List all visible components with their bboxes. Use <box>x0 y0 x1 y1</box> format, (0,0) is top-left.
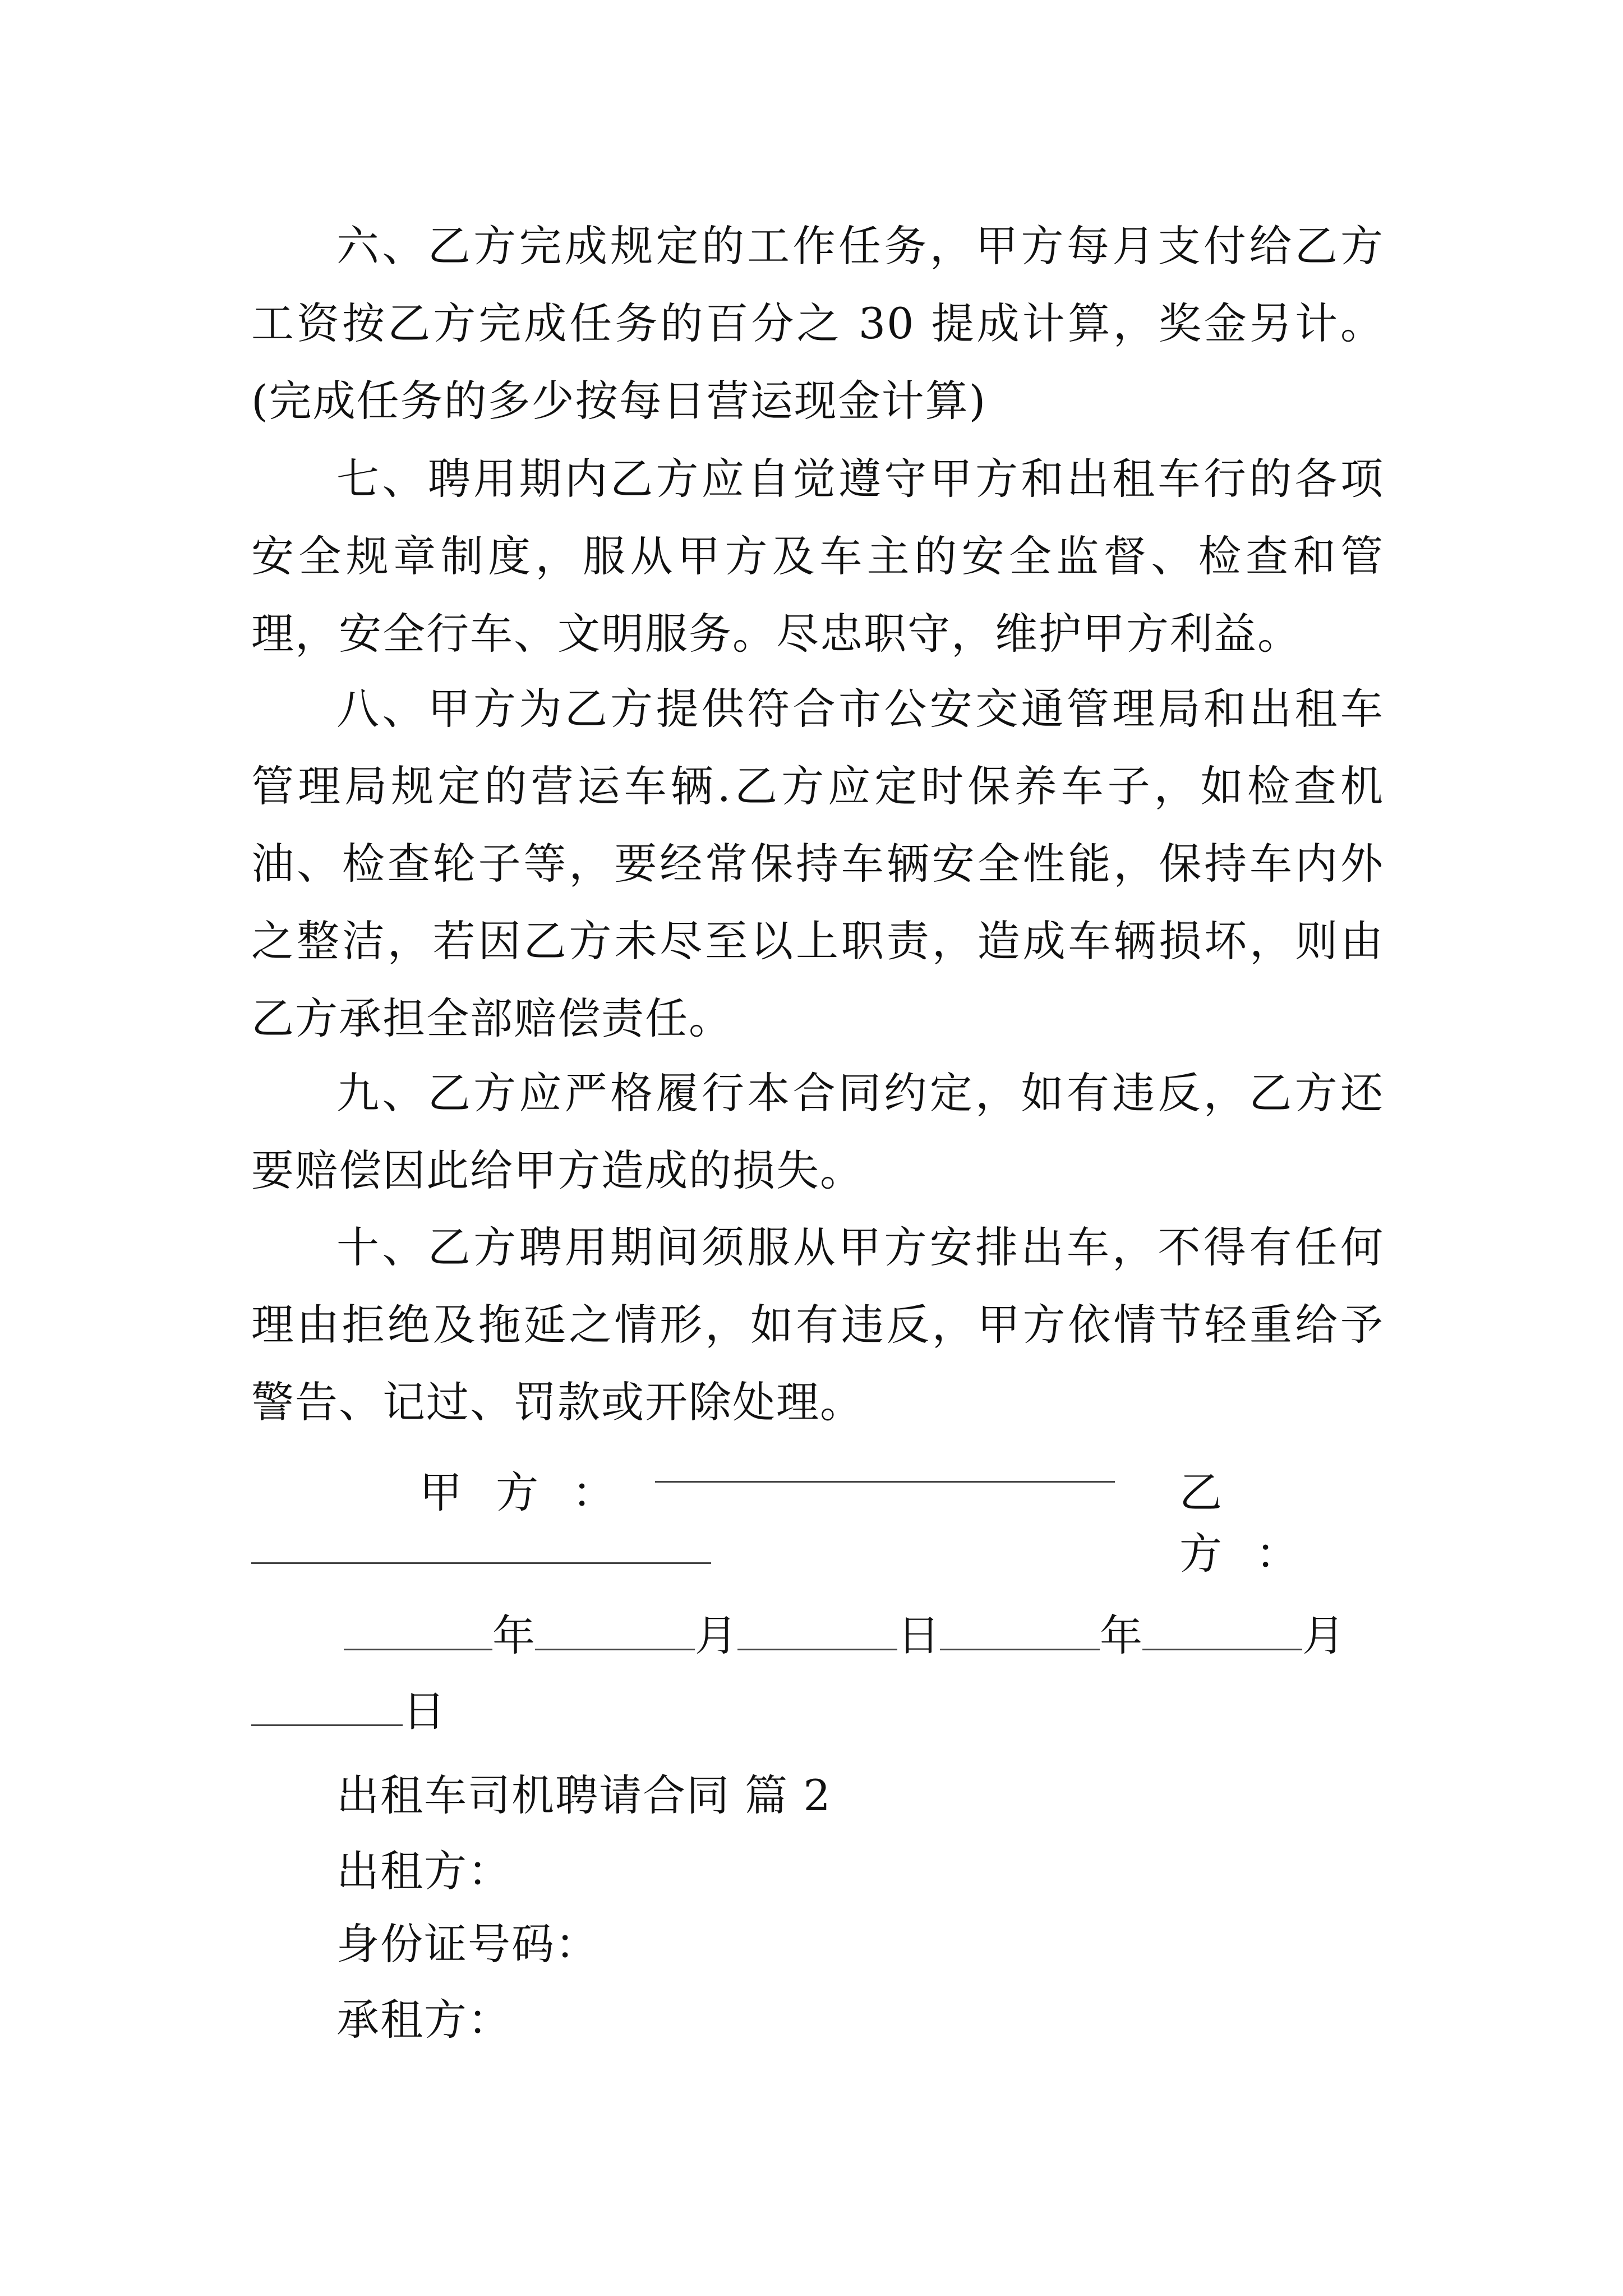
lessee-label: 承租方： <box>336 1995 511 2045</box>
month-label-a: 月 <box>695 1611 737 1660</box>
id-number-label: 身份证号码： <box>336 1919 599 1969</box>
party-b-signature-line <box>251 1562 711 1564</box>
year-label-a: 年 <box>492 1611 535 1660</box>
signature-row <box>251 1442 1384 1579</box>
month-blank-b <box>1142 1609 1302 1650</box>
party-b-label: 乙方： <box>1179 1467 1332 1579</box>
clause-nine: 九、乙方应严格履行本合同约定，如有违反，乙方还要赔偿因此给甲方造成的损失。 <box>251 1068 1384 1195</box>
section2-title: 出租车司机聘请合同 篇 2 <box>336 1770 832 1820</box>
date-row-continued <box>251 1677 1384 1738</box>
clause-ten: 十、乙方聘用期间须服从甲方安排出车，不得有任何理由拒绝及拖延之情形，如有违反，甲方依情节轻重给予警告、记过、罚款或开除处理。 <box>251 1222 1384 1427</box>
month-blank-a <box>535 1609 695 1650</box>
year-blank-b <box>940 1609 1100 1650</box>
clause-seven: 七、聘用期内乙方应自觉遵守甲方和出租车行的各项安全规章制度，服从甲方及车主的安全监督、检查和管理，安全行车、文明服务。尽忠职守，维护甲方利益。 <box>251 454 1384 659</box>
month-label-b: 月 <box>1302 1611 1345 1660</box>
day-blank-b <box>251 1685 403 1726</box>
clause-six: 六、乙方完成规定的工作任务，甲方每月支付给乙方工资按乙方完成任务的百分之 30 提成计算，奖金另计。(完成任务的多少按每日营运现金计算) <box>251 221 1384 426</box>
year-blank-a <box>344 1609 492 1650</box>
day-blank-a <box>737 1609 897 1650</box>
party-a-label: 甲方： <box>419 1467 648 1517</box>
clause-eight: 八、甲方为乙方提供符合市公安交通管理局和出租车管理局规定的营运车辆.乙方应定时保养车子，如检查机油、检查轮子等，要经常保持车辆安全性能，保持车内外之整洁，若因乙方未尽至以上职责，造成车辆损坏，则由乙方承担全部赔偿责任。 <box>251 684 1384 1043</box>
lessor-label: 出租方： <box>336 1846 511 1896</box>
year-label-b: 年 <box>1100 1611 1142 1660</box>
day-label-b: 日 <box>403 1686 445 1736</box>
day-label-a: 日 <box>897 1611 940 1660</box>
party-a-signature-line <box>655 1481 1115 1483</box>
date-row <box>344 1602 1477 1663</box>
